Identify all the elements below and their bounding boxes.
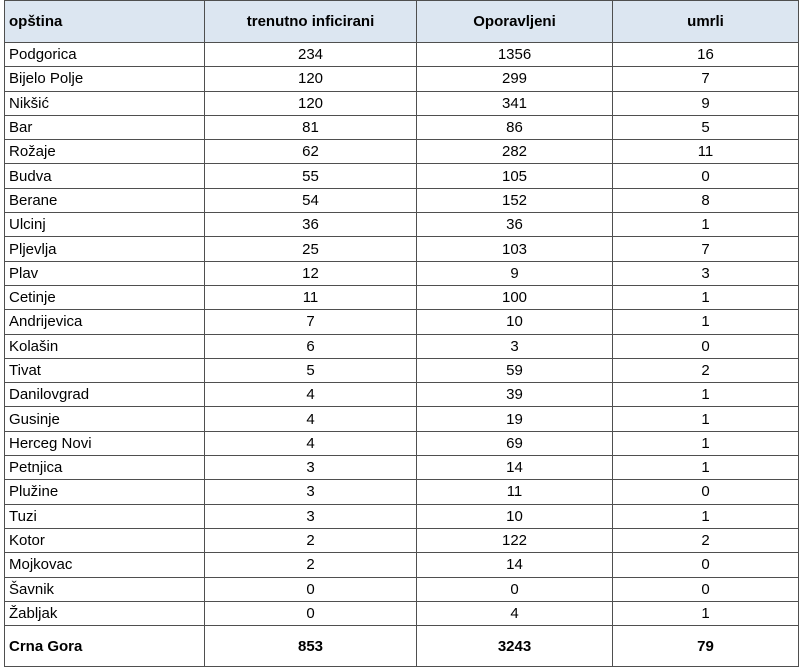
recovered-cell: 10	[417, 504, 613, 528]
municipality-cell: Herceg Novi	[5, 431, 205, 455]
municipality-cell: Gusinje	[5, 407, 205, 431]
table-row	[5, 383, 799, 407]
deaths-cell: 1	[613, 456, 799, 480]
municipality-cell: Budva	[5, 164, 205, 188]
recovered-cell: 14	[417, 456, 613, 480]
header-municipality: opština	[5, 1, 205, 43]
total-recovered: 3243	[417, 626, 613, 667]
active-infected-cell: 12	[205, 261, 417, 285]
active-infected-cell: 0	[205, 577, 417, 601]
active-infected-cell: 6	[205, 334, 417, 358]
recovered-cell: 36	[417, 213, 613, 237]
recovered-cell: 122	[417, 528, 613, 552]
recovered-cell: 4	[417, 601, 613, 625]
recovered-cell: 11	[417, 480, 613, 504]
deaths-cell: 1	[613, 383, 799, 407]
table-row	[5, 43, 799, 67]
municipality-cell: Bar	[5, 115, 205, 139]
header-recovered: Oporavljeni	[417, 1, 613, 43]
table-footer	[5, 626, 799, 667]
table-body	[5, 43, 799, 626]
municipality-cell: Plužine	[5, 480, 205, 504]
deaths-cell: 1	[613, 407, 799, 431]
table-row	[5, 115, 799, 139]
table-row	[5, 601, 799, 625]
header-active-infected: trenutno inficirani	[205, 1, 417, 43]
municipality-cell: Bijelo Polje	[5, 67, 205, 91]
recovered-cell: 14	[417, 553, 613, 577]
table-row	[5, 188, 799, 212]
table-row	[5, 553, 799, 577]
total-name: Crna Gora	[5, 626, 205, 667]
municipality-cell: Ulcinj	[5, 213, 205, 237]
header-deaths: umrli	[613, 1, 799, 43]
table-row	[5, 261, 799, 285]
recovered-cell: 10	[417, 310, 613, 334]
table-row	[5, 67, 799, 91]
municipality-cell: Tivat	[5, 358, 205, 382]
municipality-cell: Berane	[5, 188, 205, 212]
active-infected-cell: 120	[205, 91, 417, 115]
deaths-cell: 1	[613, 213, 799, 237]
deaths-cell: 2	[613, 358, 799, 382]
active-infected-cell: 120	[205, 67, 417, 91]
recovered-cell: 299	[417, 67, 613, 91]
municipality-cell: Petnjica	[5, 456, 205, 480]
active-infected-cell: 54	[205, 188, 417, 212]
municipality-cell: Danilovgrad	[5, 383, 205, 407]
deaths-cell: 0	[613, 577, 799, 601]
municipality-cell: Rožaje	[5, 140, 205, 164]
table-row	[5, 334, 799, 358]
recovered-cell: 0	[417, 577, 613, 601]
municipality-cell: Nikšić	[5, 91, 205, 115]
table-row	[5, 237, 799, 261]
recovered-cell: 103	[417, 237, 613, 261]
municipality-cell: Tuzi	[5, 504, 205, 528]
active-infected-cell: 2	[205, 553, 417, 577]
deaths-cell: 9	[613, 91, 799, 115]
total-row	[5, 626, 799, 667]
active-infected-cell: 11	[205, 285, 417, 309]
active-infected-cell: 234	[205, 43, 417, 67]
municipality-cell: Žabljak	[5, 601, 205, 625]
deaths-cell: 8	[613, 188, 799, 212]
table-row	[5, 285, 799, 309]
active-infected-cell: 4	[205, 431, 417, 455]
recovered-cell: 3	[417, 334, 613, 358]
active-infected-cell: 81	[205, 115, 417, 139]
active-infected-cell: 55	[205, 164, 417, 188]
recovered-cell: 1356	[417, 43, 613, 67]
active-infected-cell: 25	[205, 237, 417, 261]
table-row	[5, 528, 799, 552]
deaths-cell: 11	[613, 140, 799, 164]
municipality-cell: Plav	[5, 261, 205, 285]
active-infected-cell: 3	[205, 480, 417, 504]
covid-municipality-table	[4, 0, 799, 667]
municipality-cell: Šavnik	[5, 577, 205, 601]
deaths-cell: 7	[613, 67, 799, 91]
municipality-cell: Mojkovac	[5, 553, 205, 577]
recovered-cell: 9	[417, 261, 613, 285]
deaths-cell: 1	[613, 310, 799, 334]
municipality-cell: Andrijevica	[5, 310, 205, 334]
deaths-cell: 7	[613, 237, 799, 261]
table-row	[5, 140, 799, 164]
recovered-cell: 69	[417, 431, 613, 455]
deaths-cell: 0	[613, 334, 799, 358]
deaths-cell: 0	[613, 480, 799, 504]
municipality-cell: Kolašin	[5, 334, 205, 358]
header-row	[5, 1, 799, 43]
table-row	[5, 358, 799, 382]
table-row	[5, 431, 799, 455]
municipality-cell: Kotor	[5, 528, 205, 552]
active-infected-cell: 0	[205, 601, 417, 625]
deaths-cell: 1	[613, 504, 799, 528]
active-infected-cell: 4	[205, 383, 417, 407]
recovered-cell: 152	[417, 188, 613, 212]
table-row	[5, 164, 799, 188]
recovered-cell: 59	[417, 358, 613, 382]
active-infected-cell: 36	[205, 213, 417, 237]
active-infected-cell: 4	[205, 407, 417, 431]
recovered-cell: 100	[417, 285, 613, 309]
municipality-cell: Cetinje	[5, 285, 205, 309]
table-row	[5, 577, 799, 601]
active-infected-cell: 7	[205, 310, 417, 334]
total-deaths: 79	[613, 626, 799, 667]
total-active: 853	[205, 626, 417, 667]
active-infected-cell: 3	[205, 504, 417, 528]
table-row	[5, 213, 799, 237]
recovered-cell: 19	[417, 407, 613, 431]
table-row	[5, 91, 799, 115]
active-infected-cell: 2	[205, 528, 417, 552]
table-row	[5, 504, 799, 528]
recovered-cell: 282	[417, 140, 613, 164]
deaths-cell: 16	[613, 43, 799, 67]
recovered-cell: 39	[417, 383, 613, 407]
table-row	[5, 407, 799, 431]
municipality-cell: Podgorica	[5, 43, 205, 67]
active-infected-cell: 3	[205, 456, 417, 480]
deaths-cell: 5	[613, 115, 799, 139]
active-infected-cell: 62	[205, 140, 417, 164]
table-header	[5, 1, 799, 43]
table-row	[5, 456, 799, 480]
deaths-cell: 1	[613, 431, 799, 455]
deaths-cell: 1	[613, 285, 799, 309]
table-row	[5, 480, 799, 504]
active-infected-cell: 5	[205, 358, 417, 382]
deaths-cell: 2	[613, 528, 799, 552]
deaths-cell: 0	[613, 164, 799, 188]
deaths-cell: 0	[613, 553, 799, 577]
municipality-cell: Pljevlja	[5, 237, 205, 261]
recovered-cell: 86	[417, 115, 613, 139]
recovered-cell: 341	[417, 91, 613, 115]
deaths-cell: 3	[613, 261, 799, 285]
table-row	[5, 310, 799, 334]
recovered-cell: 105	[417, 164, 613, 188]
deaths-cell: 1	[613, 601, 799, 625]
